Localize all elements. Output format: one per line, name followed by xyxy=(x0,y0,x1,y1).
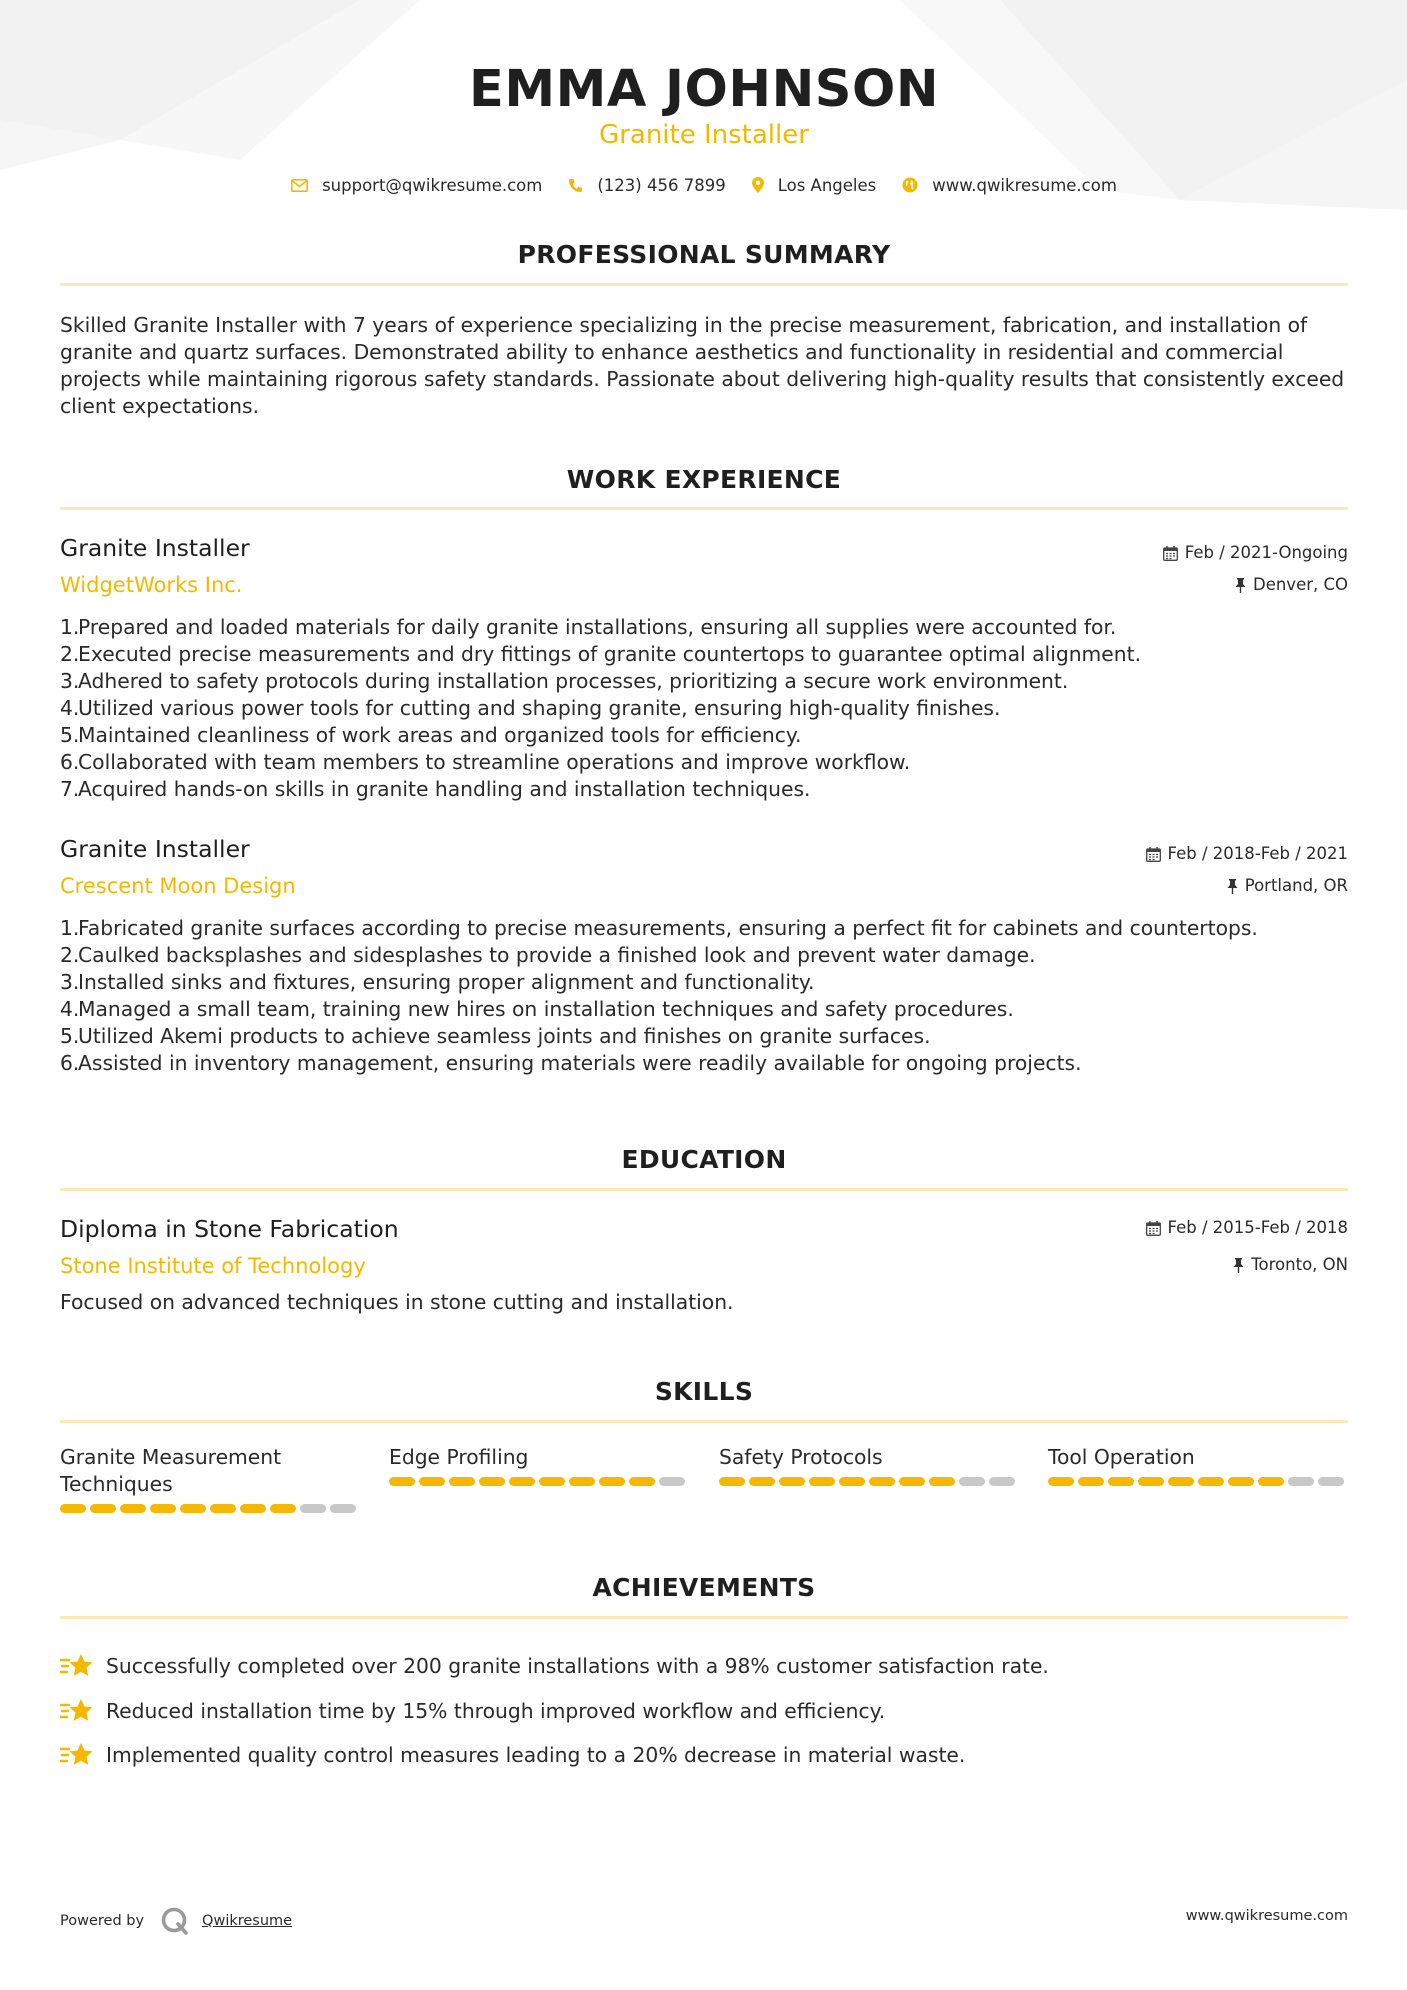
skill-segment-filled xyxy=(240,1504,266,1513)
skill-segment-filled xyxy=(899,1477,925,1486)
phone-icon xyxy=(568,178,583,193)
skill-segment-filled xyxy=(1228,1477,1254,1486)
skill-segment-filled xyxy=(809,1477,835,1486)
job-2-date-text: Feb / 2018-Feb / 2021 xyxy=(1167,844,1348,863)
skill-segment-empty xyxy=(300,1504,326,1513)
skills-grid xyxy=(60,1444,1348,1524)
skill-rating-bar xyxy=(60,1504,360,1513)
skill-segment-filled xyxy=(1168,1477,1194,1486)
list-item: Reduced installation time by 15% through improved workflow and efficiency. xyxy=(60,1689,1348,1734)
pushpin-icon xyxy=(1235,578,1246,593)
job-1-date xyxy=(1163,542,1348,564)
skill-segment-filled xyxy=(150,1504,176,1513)
skill-name: Tool Operation xyxy=(1048,1445,1195,1469)
skill-name: Safety Protocols xyxy=(719,1445,883,1469)
footer-website-link[interactable]: www.qwikresume.com xyxy=(1185,1908,1348,1924)
summary-text: Skilled Granite Installer with 7 years of experience specializing in the precise measurement, fabrication, and installation of granite and quartz surfaces. Demonstrated ability to enhance aesthetics and functionality in residential and commercial projects while maintaining rigorous safety standards. Passionate about delivering high-quality results that consistently exceed client expectations. xyxy=(60,313,1345,418)
contact-location xyxy=(752,176,877,195)
list-item: 2. Executed precise measurements and dry fittings of granite countertops to guarantee optimal alignment. xyxy=(60,642,1142,666)
envelope-icon xyxy=(291,179,308,192)
skill-segment-empty xyxy=(959,1477,985,1486)
skill-rating-bar xyxy=(1048,1477,1348,1486)
summary-divider xyxy=(60,283,1348,286)
achievements-section-title: ACHIEVEMENTS xyxy=(592,1573,816,1602)
skill-segment-filled xyxy=(1048,1477,1074,1486)
job-1-bullets xyxy=(60,614,1348,803)
pushpin-icon xyxy=(1233,1258,1244,1273)
skill-segment-empty xyxy=(1288,1477,1314,1486)
skill-segment-empty xyxy=(1318,1477,1344,1486)
star-icon xyxy=(60,1697,94,1725)
skill-segment-filled xyxy=(839,1477,865,1486)
qwikresume-link[interactable]: Qwikresume xyxy=(202,1913,293,1929)
job-1-location xyxy=(1235,574,1348,596)
skill-rating-bar xyxy=(719,1477,1019,1486)
education-date-text: Feb / 2015-Feb / 2018 xyxy=(1167,1218,1348,1237)
list-item: 3. Installed sinks and fixtures, ensuring proper alignment and functionality. xyxy=(60,970,815,994)
skill-segment-filled xyxy=(539,1477,565,1486)
skill-segment-filled xyxy=(60,1504,86,1513)
list-item: 2. Caulked backsplashes and sidesplashes to provide a finished look and prevent water damage. xyxy=(60,943,1036,967)
skill-segment-filled xyxy=(629,1477,655,1486)
experience-divider xyxy=(60,507,1348,510)
powered-by-label: Powered by xyxy=(60,1913,145,1929)
calendar-icon xyxy=(1146,847,1161,862)
list-item: 1. Fabricated granite surfaces according to precise measurements, ensuring a perfect fit for cabinets and countertops. xyxy=(60,916,1258,940)
education-degree: Diploma in Stone Fabrication xyxy=(60,1215,399,1243)
star-icon xyxy=(60,1652,94,1680)
skill-item xyxy=(719,1444,1019,1486)
skill-item xyxy=(1048,1444,1348,1486)
skill-segment-filled xyxy=(779,1477,805,1486)
calendar-icon xyxy=(1146,1221,1161,1236)
skill-segment-filled xyxy=(599,1477,625,1486)
powered-by xyxy=(60,1906,292,1936)
skill-segment-filled xyxy=(210,1504,236,1513)
location-text: Los Angeles xyxy=(777,175,877,195)
skill-segment-filled xyxy=(569,1477,595,1486)
list-item: 4. Managed a small team, training new hires on installation techniques and safety procedures. xyxy=(60,997,1014,1021)
skill-item xyxy=(60,1444,360,1513)
skill-segment-filled xyxy=(270,1504,296,1513)
list-item: Successfully completed over 200 granite installations with a 98% customer satisfaction rate. xyxy=(60,1644,1348,1689)
skill-segment-filled xyxy=(419,1477,445,1486)
education-divider xyxy=(60,1188,1348,1191)
skill-segment-filled xyxy=(479,1477,505,1486)
skill-segment-filled xyxy=(869,1477,895,1486)
skill-segment-filled xyxy=(1138,1477,1164,1486)
experience-section-title: WORK EXPERIENCE xyxy=(566,465,842,494)
summary-section-title: PROFESSIONAL SUMMARY xyxy=(517,240,891,269)
map-pin-icon xyxy=(752,177,764,193)
education-date xyxy=(1146,1217,1348,1239)
list-item: 5. Utilized Akemi products to achieve seamless joints and finishes on granite surfaces. xyxy=(60,1024,931,1048)
contact-bar xyxy=(60,172,1348,198)
skills-section-title: SKILLS xyxy=(654,1377,754,1406)
job-1-company: WidgetWorks Inc. xyxy=(60,573,243,597)
job-2-title: Granite Installer xyxy=(60,835,250,863)
education-school: Stone Institute of Technology xyxy=(60,1254,366,1278)
contact-website[interactable] xyxy=(902,176,1117,195)
achievements-divider xyxy=(60,1616,1348,1619)
skill-segment-filled xyxy=(509,1477,535,1486)
job-1-date-text: Feb / 2021-Ongoing xyxy=(1184,543,1348,562)
skill-segment-filled xyxy=(1198,1477,1224,1486)
job-2-date xyxy=(1146,843,1348,865)
education-description: Focused on advanced techniques in stone cutting and installation. xyxy=(60,1290,734,1314)
qwikresume-logo-icon xyxy=(160,1906,190,1936)
list-item: 7. Acquired hands-on skills in granite handling and installation techniques. xyxy=(60,777,811,801)
education-location xyxy=(1233,1254,1348,1276)
list-item: 1. Prepared and loaded materials for daily granite installations, ensuring all supplies were accounted for. xyxy=(60,615,1117,639)
skill-segment-filled xyxy=(180,1504,206,1513)
star-icon xyxy=(60,1741,94,1769)
job-1-title: Granite Installer xyxy=(60,534,250,562)
skill-segment-empty xyxy=(330,1504,356,1513)
job-2-location xyxy=(1227,875,1348,897)
footer xyxy=(60,1898,1348,1932)
candidate-name: EMMA JOHNSON xyxy=(468,60,940,119)
skill-segment-empty xyxy=(659,1477,685,1486)
achievements-list xyxy=(60,1644,1348,1778)
job-2-bullets xyxy=(60,915,1348,1077)
calendar-icon xyxy=(1163,546,1178,561)
skill-segment-filled xyxy=(449,1477,475,1486)
skill-segment-filled xyxy=(90,1504,116,1513)
website-text: www.qwikresume.com xyxy=(932,175,1117,195)
list-item: 5. Maintained cleanliness of work areas and organized tools for efficiency. xyxy=(60,723,802,747)
job-2-company: Crescent Moon Design xyxy=(60,874,296,898)
contact-email[interactable] xyxy=(291,176,542,195)
candidate-role: Granite Installer xyxy=(599,120,809,150)
list-item: 3. Adhered to safety protocols during installation processes, prioritizing a secure work environment. xyxy=(60,669,1069,693)
list-item: 4. Utilized various power tools for cutting and shaping granite, ensuring high-quality finishes. xyxy=(60,696,1001,720)
skill-rating-bar xyxy=(389,1477,689,1486)
skill-segment-filled xyxy=(389,1477,415,1486)
skill-segment-filled xyxy=(929,1477,955,1486)
skill-segment-filled xyxy=(1108,1477,1134,1486)
email-text: support@qwikresume.com xyxy=(322,175,543,195)
skill-segment-filled xyxy=(1078,1477,1104,1486)
skills-divider xyxy=(60,1420,1348,1423)
skill-segment-filled xyxy=(120,1504,146,1513)
contact-phone[interactable] xyxy=(568,176,725,195)
job-2-location-text: Portland, OR xyxy=(1244,876,1348,895)
list-item: 6. Assisted in inventory management, ensuring materials were readily available for ongoing projects. xyxy=(60,1051,1082,1075)
pushpin-icon xyxy=(1227,879,1238,894)
education-section-title: EDUCATION xyxy=(621,1145,787,1174)
skill-segment-filled xyxy=(749,1477,775,1486)
education-location-text: Toronto, ON xyxy=(1251,1255,1348,1274)
job-1-location-text: Denver, CO xyxy=(1252,575,1348,594)
globe-icon xyxy=(902,177,918,193)
skill-segment-filled xyxy=(1258,1477,1284,1486)
skill-segment-filled xyxy=(719,1477,745,1486)
list-item: 6. Collaborated with team members to streamline operations and improve workflow. xyxy=(60,750,911,774)
skill-item xyxy=(389,1444,689,1486)
list-item: Implemented quality control measures leading to a 20% decrease in material waste. xyxy=(60,1733,1348,1778)
skill-name: Granite Measurement Techniques xyxy=(60,1445,282,1496)
skill-segment-empty xyxy=(989,1477,1015,1486)
phone-text: (123) 456 7899 xyxy=(597,175,726,195)
skill-name: Edge Profiling xyxy=(389,1445,529,1469)
